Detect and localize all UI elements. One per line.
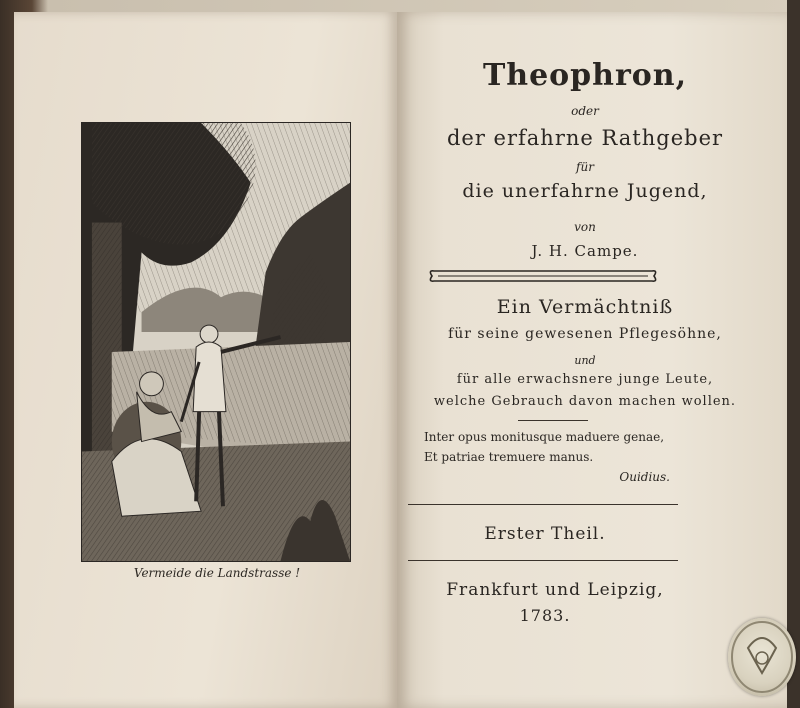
volume-label: Erster Theil. (484, 524, 606, 544)
book-title: Theophron, (482, 58, 688, 93)
frontispiece-engraving (81, 122, 351, 562)
motto-line-2: Et patriae tremuere manus. (424, 450, 594, 464)
und-text: und (574, 354, 596, 367)
subtitle-line-1: der erfahrne Rathgeber (446, 126, 724, 150)
short-rule (518, 420, 588, 421)
dedication-line-2: für seine gewesenen Pflegesöhne, (448, 326, 722, 342)
dedication-line-1: Ein Vermächtniß (496, 296, 674, 318)
collector-stamp-icon (728, 618, 796, 696)
imprint-place: Frankfurt und Leipzig, (446, 580, 664, 600)
dedication-line-3: für alle erwachsnere junge Leute, (456, 372, 714, 387)
motto-author: Ouidius. (619, 470, 670, 484)
engraving-caption: Vermeide die Landstrasse ! (133, 566, 301, 580)
rule-above-volume (408, 504, 678, 505)
subtitle-line-2: die unerfahrne Jugend, (462, 180, 708, 202)
book-edge (787, 0, 800, 708)
oder-text: oder (571, 104, 599, 118)
von-text: von (574, 220, 596, 234)
fuer-text: für (576, 160, 594, 174)
motto-line-1: Inter opus monitusque maduere genae, (424, 430, 665, 444)
imprint-year: 1783. (519, 606, 571, 625)
dedication-line-4: welche Gebrauch davon machen wollen. (433, 394, 737, 409)
ornamental-rule-icon (428, 268, 658, 284)
author-name: J. H. Campe. (531, 242, 639, 260)
rule-below-volume (408, 560, 678, 561)
